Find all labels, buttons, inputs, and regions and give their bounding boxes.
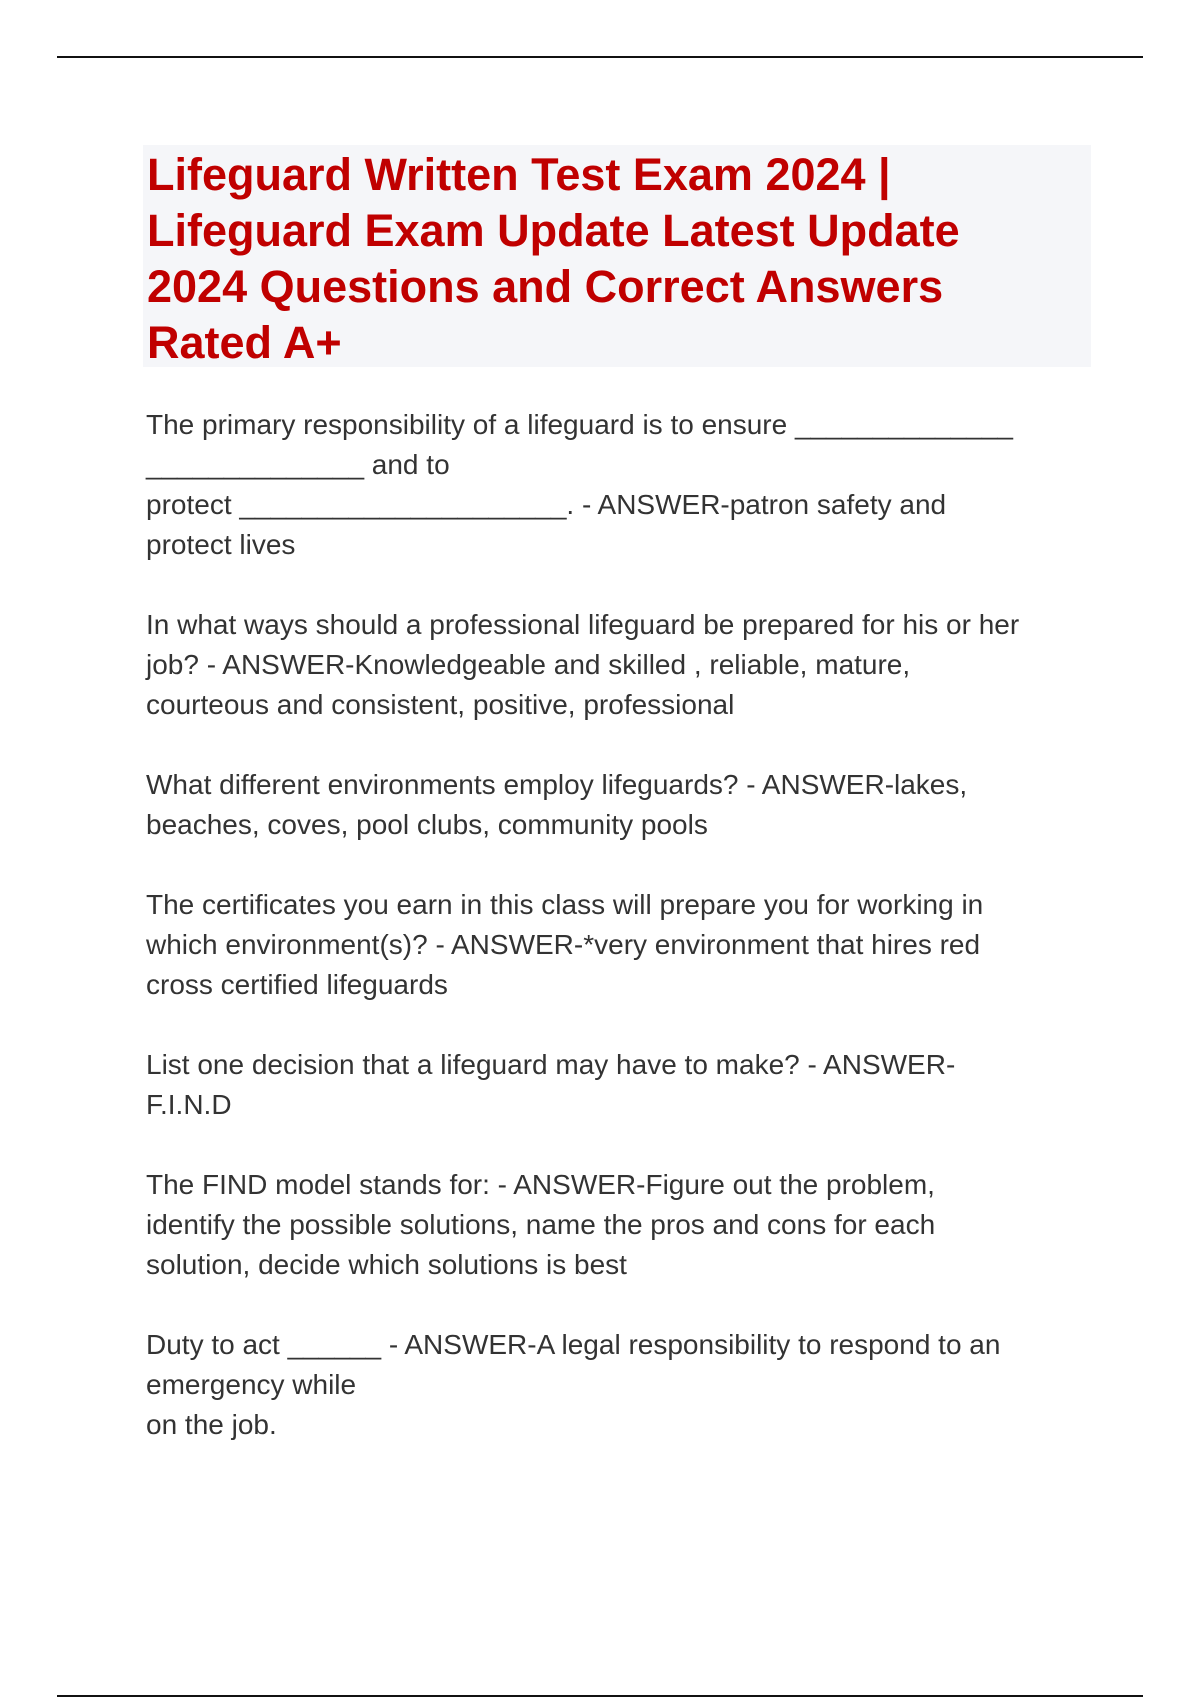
qa-line: job? - ANSWER-Knowledgeable and skilled , reliable, mature, <box>146 649 911 680</box>
qa-line: ______________ and to <box>146 449 450 480</box>
qa-line: List one decision that a lifeguard may have to make? - ANSWER- <box>146 1049 956 1080</box>
qa-line: emergency while <box>146 1369 357 1400</box>
qa-line: identify the possible solutions, name the pros and cons for each <box>146 1209 936 1240</box>
title-line: 2024 Questions and Correct Answers <box>147 261 944 312</box>
title-line: Rated A+ <box>147 317 342 368</box>
qa-item-2 <box>146 605 1106 725</box>
title-line: Lifeguard Written Test Exam 2024 | <box>147 149 891 200</box>
qa-item-6 <box>146 1165 1106 1285</box>
top-rule <box>57 56 1143 58</box>
qa-line: The primary responsibility of a lifeguard is to ensure ______________ <box>146 409 1013 440</box>
qa-item-5 <box>146 1045 1106 1125</box>
qa-line: courteous and consistent, positive, professional <box>146 689 735 720</box>
qa-line: which environment(s)? - ANSWER-*very environment that hires red <box>146 929 981 960</box>
qa-line: cross certified lifeguards <box>146 969 448 1000</box>
qa-line: The certificates you earn in this class will prepare you for working in <box>146 889 984 920</box>
bottom-rule <box>57 1695 1143 1697</box>
qa-line: What different environments employ lifeguards? - ANSWER-lakes, <box>146 769 968 800</box>
qa-line: on the job. <box>146 1409 277 1440</box>
qa-line: protect _____________________. - ANSWER-patron safety and <box>146 489 947 520</box>
qa-item-1 <box>146 405 1106 565</box>
qa-item-3 <box>146 765 1106 845</box>
title-line: Lifeguard Exam Update Latest Update <box>147 205 960 256</box>
qa-line: beaches, coves, pool clubs, community pools <box>146 809 708 840</box>
qa-line: The FIND model stands for: - ANSWER-Figure out the problem, <box>146 1169 935 1200</box>
qa-line: In what ways should a professional lifeguard be prepared for his or her <box>146 609 1020 640</box>
qa-line: solution, decide which solutions is best <box>146 1249 627 1280</box>
qa-list <box>146 405 1106 1485</box>
qa-item-4 <box>146 885 1106 1005</box>
qa-line: protect lives <box>146 529 296 560</box>
qa-line: F.I.N.D <box>146 1089 232 1120</box>
qa-line: Duty to act ______ - ANSWER-A legal responsibility to respond to an <box>146 1329 1001 1360</box>
qa-item-7 <box>146 1325 1106 1445</box>
document-title <box>143 145 1091 367</box>
